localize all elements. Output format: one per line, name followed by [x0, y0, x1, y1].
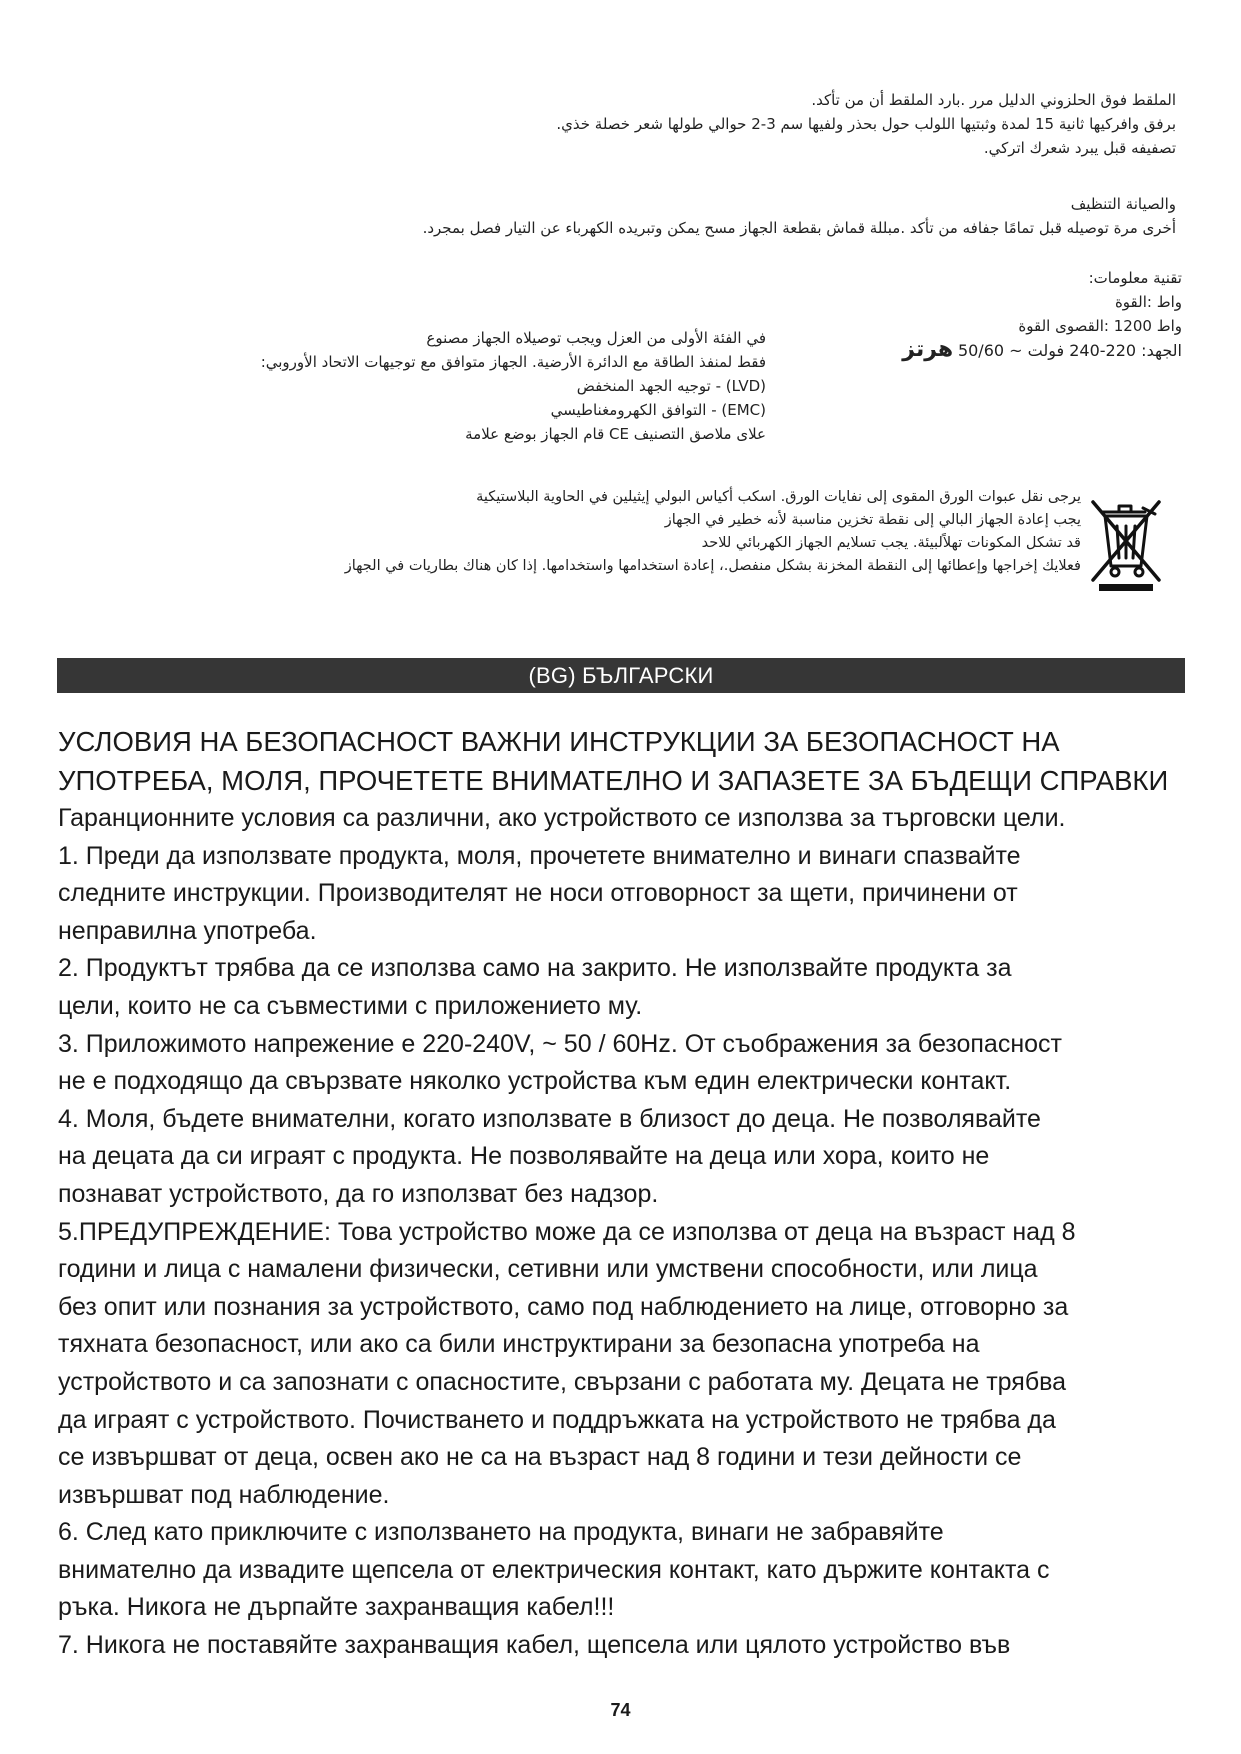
language-banner: (BG) БЪЛГАРСКИ [57, 658, 1185, 693]
instruction-line: 3. Приложимото напрежение е 220-240V, ~ 50 / 60Hz. От съображения за безопасност [58, 1029, 1062, 1058]
arabic-line: في الفئة الأولى من العزل ويجب توصيلاه الجهاز مصنوع [426, 329, 766, 347]
instruction-line: ръка. Никога не дърпайте захранващия кабел!!! [58, 1593, 615, 1622]
arabic-line: برفق وافركيها ثانية 15 لمدة وثبتيها اللولب حول بحذر ولفيها سم 3-2 حوالي طولها شعر خصلة خذي. [556, 115, 1176, 133]
arabic-line: يرجى نقل عبوات الورق المقوى إلى نفايات الورق. اسكب أكياس البولي إيثيلين في الحاوية البلاستيكية [476, 489, 1081, 505]
arabic-line: فقط لمنفذ الطاقة مع الدائرة الأرضية. الجهاز متوافق مع توجيهات الاتحاد الأوروبي: [260, 353, 766, 371]
instruction-item-4 [58, 1101, 1188, 1214]
instruction-line: 7. Никога не поставяйте захранващия кабел, щепсела или цялото устройство във [58, 1631, 1011, 1660]
arabic-cleaning-section [423, 192, 1176, 240]
crossed-out-wheelie-bin-icon [1085, 492, 1167, 592]
instruction-line: цели, които не са съвместими с приложението му. [58, 991, 643, 1020]
arabic-line: الملقط فوق الحلزوني الدليل مرر .بارد الملقط أن من تأكد. [811, 91, 1176, 109]
instruction-line: внимателно да извадите щепсела от електрическия контакт, като държите контакта с [58, 1555, 1050, 1584]
arabic-cleaning-title: والصيانة التنظيف [1070, 195, 1176, 213]
instruction-line: на децата да си играят с продукта. Не позволявайте на деца или хора, които не [58, 1142, 990, 1171]
arabic-usage-instructions [556, 88, 1176, 160]
page-number: 74 [610, 1700, 631, 1720]
heading-line: УСЛОВИЯ НА БЕЗОПАСНОСТ ВАЖНИ ИНСТРУКЦИИ ЗА БЕЗОПАСНОСТ НА [58, 726, 1060, 757]
instruction-line: познават устройството, да го използват без надзор. [58, 1179, 659, 1208]
arabic-line: (LVD) - توجيه الجهد المنخفض [576, 377, 766, 395]
instruction-line: неправилна употреба. [58, 916, 317, 945]
instruction-line: 6. След като приключите с използването на продукта, винаги не забравяйте [58, 1518, 944, 1547]
instruction-item-2 [58, 950, 1188, 1025]
instruction-line: устройството и са запознати с опасностите, свързани с работата му. Децата не трябва [58, 1367, 1067, 1396]
instruction-item-1 [58, 838, 1188, 951]
arabic-line: (EMC) - التوافق الكهرومغناطيسي [550, 401, 766, 419]
arabic-ce-compliance [261, 326, 766, 446]
bulgarian-safety-instructions [58, 722, 1188, 1665]
arabic-line: يجب إعادة الجهاز البالي إلى نقطة تخزين مناسبة لأنه خطير في الجهاز [664, 512, 1081, 528]
instruction-line: 5.ПРЕДУПРЕЖДЕНИЕ: Това устройство може да се използва от деца на възраст над 8 [58, 1217, 1076, 1246]
instruction-line: години и лица с намалени физически, сетивни или умствени способности, или лица [58, 1255, 1038, 1284]
instruction-line: се извършват от деца, освен ако не са на възраст над 8 години и тези дейности се [58, 1443, 1022, 1472]
arabic-line: فعلايك إخراجها وإعطائها إلى النقطة المخزنة بشكل منفصل.، إعادة استخدامها واستخدامها. إذا كان هناك بطاريات في الجهاز [344, 558, 1081, 574]
instruction-line: 4. Моля, бъдете внимателни, когато използвате в близост до деца. Не позволявайте [58, 1104, 1041, 1133]
specs-title: تقنية معلومات: [1088, 269, 1182, 287]
instruction-item-7 [58, 1627, 1188, 1665]
instruction-line: не е подходящо да свързвате няколко устройства към един електрически контакт. [58, 1067, 1012, 1096]
specs-power: واط :القوة [1114, 293, 1182, 311]
arabic-line: أخرى مرة توصيله قبل تمامًا جفافه من تأكد .مبللة قماش بقطعة الجهاز مسح يمكن وتبريده الكهرباء عن التيار فصل بمجرد. [422, 219, 1176, 237]
arabic-line: تصفيفه قبل يبرد شعرك اتركي. [983, 139, 1176, 157]
arabic-line: علاى ملاصق التصنيف CE قام الجهاز بوضع علامة [465, 425, 766, 443]
instruction-item-3 [58, 1026, 1188, 1101]
specs-voltage: الجهد: 220-240 فولت ~ 50/60 [957, 341, 1182, 360]
instruction-line: следните инструкции. Производителят не носи отговорност за щети, причинени от [58, 879, 1018, 908]
specs-voltage-row [902, 338, 1182, 363]
warranty-line: Гаранционните условия са различни, ако устройството се използва за търговски цели. [58, 804, 1066, 832]
safety-heading [58, 722, 1188, 800]
instruction-line: тяхната безопасност, или ако са били инструктирани за безопасна употреба на [58, 1330, 980, 1359]
instruction-line: 1. Преди да използвате продукта, моля, прочетете внимателно и винаги спазвайте [58, 841, 1021, 870]
heading-line: УПОТРЕБА, МОЛЯ, ПРОЧЕТЕТЕ ВНИМАТЕЛНО И ЗАПАЗЕТЕ ЗА БЪДЕЩИ СПРАВКИ [58, 765, 1169, 796]
specs-hz: هرتز [902, 337, 954, 362]
arabic-technical-specs [902, 266, 1182, 363]
instruction-item-5 [58, 1214, 1188, 1515]
instruction-line: без опит или познания за устройството, само под наблюдението на лице, отговорно за [58, 1292, 1069, 1321]
instruction-line: извършват под наблюдение. [58, 1480, 390, 1509]
arabic-recycling-section [345, 486, 1081, 578]
instruction-line: 2. Продуктът трябва да се използва само на закрито. Не използвайте продукта за [58, 954, 1012, 983]
warranty-note [58, 800, 1188, 838]
arabic-line: قد تشكل المكونات تهلاًلبيئة. يجب تسلايم الجهاز الكهربائي للاحد [701, 535, 1081, 551]
specs-max-power: واط 1200 :القصوى القوة [1018, 317, 1182, 335]
instruction-line: да играят с устройството. Почистването и поддръжката на устройството не трябва да [58, 1405, 1056, 1434]
instruction-item-6 [58, 1514, 1188, 1627]
